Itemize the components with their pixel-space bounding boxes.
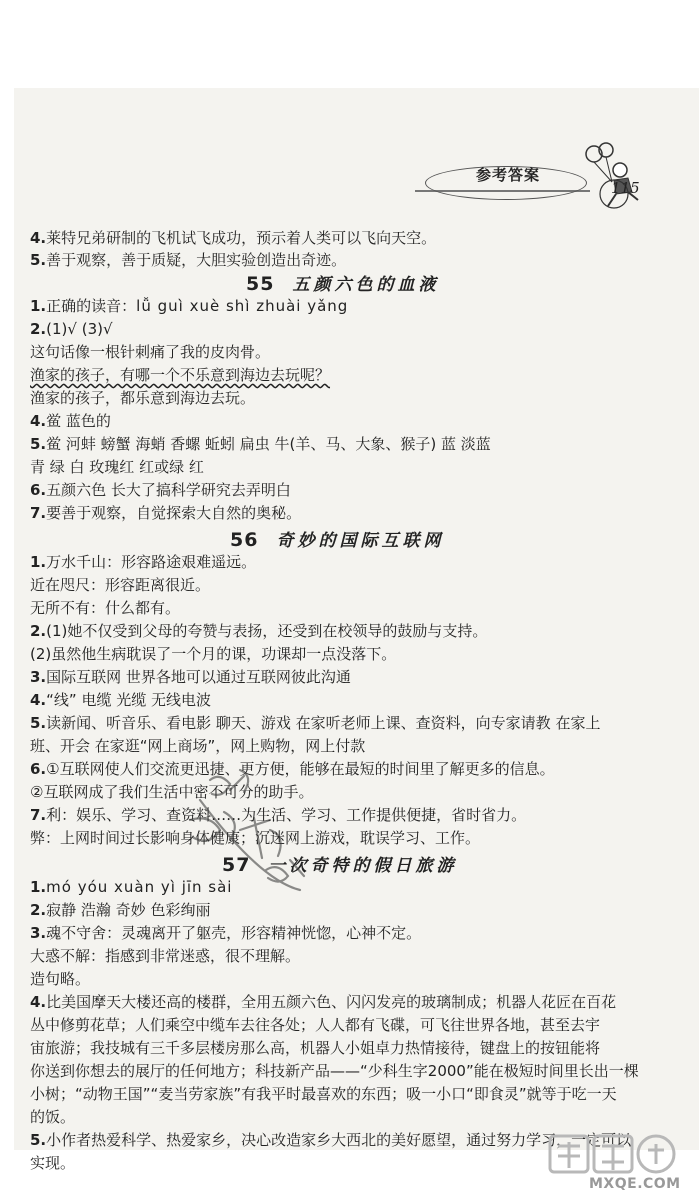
answer-line: 实现。 — [30, 1154, 76, 1172]
answer-line: 7.利：娱乐、学习、查资料……为生活、学习、工作提供便捷，省时省力。 — [30, 806, 527, 824]
answer-line: 1.万水千山：形容路途艰难遥远。 — [30, 553, 257, 571]
top-bar — [0, 0, 699, 88]
answer-line: 宙旅游；我技城有三千多层楼房那么高，机器人小姐卓力热情接待，键盘上的按钮能将 — [30, 1039, 601, 1057]
answer-line: 的饭。 — [30, 1108, 76, 1126]
answer-line: ②互联网成了我们生活中密不可分的助手。 — [30, 783, 314, 801]
answer-line: 5.善于观察，善于质疑，大胆实验创造出奇迹。 — [30, 251, 347, 269]
answer-line: 2.寂静 浩瀚 奇妙 色彩绚丽 — [30, 901, 211, 919]
answer-line: 小树；“动物王国”“麦当劳家族”有我平时最喜欢的东西；吸一小口“即食灵”就等于吃一天 — [30, 1085, 617, 1103]
answer-line: 班、开会 在家逛“网上商场”，网上购物，网上付款 — [30, 737, 366, 755]
answer-line: 丛中修剪花草；人们乘空中缆车去往各处；人人都有飞碟，可飞往世界各地，甚至去宇 — [30, 1016, 601, 1034]
answer-line: (2)虽然他生病耽误了一个月的课，功课却一点没落下。 — [30, 645, 397, 663]
answer-line: 2.(1)√ (3)√ — [30, 320, 113, 338]
section-heading: 55 五颜六色的血液 — [246, 273, 440, 295]
answer-line: 渔家的孩子，有哪一个不乐意到海边去玩呢？ — [30, 366, 331, 384]
header-title: 参考答案 — [476, 166, 541, 184]
answer-line: 4.鲎 蓝色的 — [30, 412, 111, 430]
answer-line: 近在咫尺：形容距离很近。 — [30, 576, 211, 594]
answer-line: 6.①互联网使人们交流更迅捷、更方便，能够在最短的时间里了解更多的信息。 — [30, 760, 555, 778]
answer-line: 5.小作者热爱科学、热爱家乡，决心改造家乡大西北的美好愿望，通过努力学习，一定可以 — [30, 1131, 632, 1149]
section-heading: 56 奇妙的国际互联网 — [230, 529, 445, 551]
answer-line: 4.莱特兄弟研制的飞机试飞成功，预示着人类可以飞向天空。 — [30, 229, 437, 247]
watermark-text: MXQE.COM — [589, 1176, 681, 1192]
answer-line: 7.要善于观察，自觉探索大自然的奥秘。 — [30, 504, 302, 522]
answer-line: 弊：上网时间过长影响身体健康；沉迷网上游戏，耽误学习、工作。 — [30, 829, 481, 847]
answer-line: 1.正确的读音：lǚ guì xuè shì zhuài yǎng — [30, 297, 349, 315]
answer-line: 4.“线” 电缆 光缆 无线电波 — [30, 691, 211, 709]
answer-line: 4.比美国摩天大楼还高的楼群，全用五颜六色、闪闪发亮的玻璃制成；机器人花匠在百花 — [30, 993, 617, 1011]
answer-line: 你送到你想去的展厅的任何地方；科技新产品——“少科生字2000”能在极短时间里长出一棵 — [30, 1062, 639, 1080]
answer-line: 造句略。 — [30, 970, 91, 988]
answer-line: 青 绿 白 玫瑰红 红或绿 红 — [30, 458, 204, 476]
answer-line: 3.国际互联网 世界各地可以通过互联网彼此沟通 — [30, 668, 351, 686]
page-number: 115 — [611, 179, 640, 197]
section-heading: 57 一次奇特的假日旅游 — [222, 854, 458, 876]
answer-line: 5.读新闻、听音乐、看电影 聊天、游戏 在家听老师上课、查资料，向专家请教 在家上 — [30, 714, 601, 732]
answer-line: 6.五颜六色 长大了搞科学研究去弄明白 — [30, 481, 291, 499]
answer-line: 5.鲎 河蚌 螃蟹 海蛸 香螺 蚯蚓 扁虫 牛(羊、马、大象、猴子) 蓝 淡蓝 — [30, 435, 491, 453]
answer-line: 这句话像一根针刺痛了我的皮肉骨。 — [30, 343, 271, 361]
answer-line: 无所不有：什么都有。 — [30, 599, 181, 617]
answer-line: 1.mó yóu xuàn yì jīn sài — [30, 878, 233, 896]
answer-line: 大惑不解：指感到非常迷惑，很不理解。 — [30, 947, 301, 965]
handwritten-stamp — [170, 760, 330, 910]
answer-line: 3.魂不守舍：灵魂离开了躯壳，形容精神恍惚，心神不定。 — [30, 924, 422, 942]
answer-line: 2.(1)她不仅受到父母的夸赞与表扬，还受到在校领导的鼓励与支持。 — [30, 622, 488, 640]
answer-line: 渔家的孩子，都乐意到海边去玩。 — [30, 389, 256, 407]
